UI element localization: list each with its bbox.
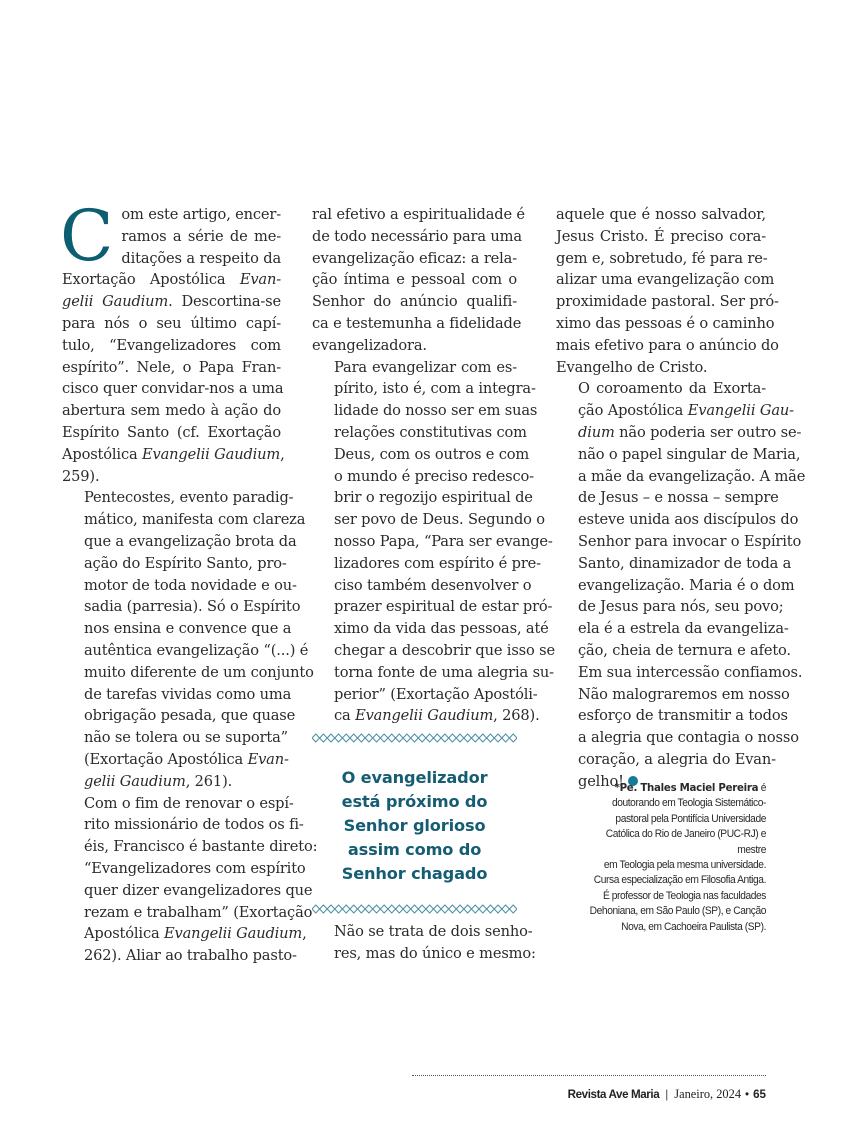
ornament-diamond [320, 734, 328, 742]
ornament-diamond [433, 734, 441, 742]
text-line: ção, cheia de ternura e afeto. [578, 641, 791, 659]
paragraph-coroamento [556, 378, 806, 792]
text-line: de todo necessário para uma [312, 227, 522, 245]
ornament-diamond [350, 734, 358, 742]
text-line: ramos a série de me- [121, 227, 281, 245]
text-line: para nós o seu último capí- [62, 314, 281, 332]
text-line: Não se trata de dois senho- [334, 922, 533, 940]
pull-quote [312, 766, 517, 886]
text-line: chegar a descobrir que isso se [334, 641, 555, 659]
bio-line: É professor de Teologia nas faculdades [602, 889, 766, 902]
ornament-diamond [380, 905, 388, 913]
text-line: mático, manifesta com clareza [84, 511, 306, 529]
bio-line: é [758, 782, 766, 794]
ornament-diamond [441, 734, 449, 742]
text-line: gelii Gaudium. Descortina-se [62, 293, 281, 311]
ornament-diamond [388, 905, 396, 913]
ornament-diamond [358, 905, 366, 913]
bio-line: Nova, em Cachoeira Paulista (SP). [621, 920, 766, 933]
ornament-diamond [426, 905, 434, 913]
text-line: ximo das pessoas é o caminho [556, 314, 775, 332]
ornament-diamond [312, 734, 320, 742]
text-line: éis, Francisco é bastante direto: [84, 838, 318, 856]
text-line: muito diferente de um conjunto [84, 663, 314, 681]
text-line: Pentecostes, evento paradig- [84, 489, 294, 507]
text-line: ciso também desenvolver o [334, 576, 532, 594]
ornament-diamond [327, 905, 335, 913]
ornament-diamond [426, 734, 434, 742]
text-line: brir o regozijo espiritual de [334, 489, 533, 507]
text-line: Para evangelizar com es- [334, 358, 517, 376]
paragraph-lines [312, 204, 525, 357]
paragraph-lines [312, 921, 536, 965]
ornament-diamond [456, 734, 464, 742]
text-line: nos ensina e convence que a [84, 620, 292, 638]
pull-quote-line: Senhor chagado [341, 863, 488, 883]
text-line: Apostólica Evangelii Gaudium, [84, 925, 307, 943]
ornament-diamond [373, 905, 381, 913]
paragraph-lines [556, 378, 806, 792]
bio-line: doutorando em Teologia Sistemático- [611, 797, 766, 810]
ornament-diamond [487, 734, 495, 742]
text-line: proximidade pastoral. Ser pró- [556, 293, 779, 311]
paragraph-lines [312, 357, 555, 728]
ornament-diamond [449, 734, 457, 742]
ornament-diamond [464, 905, 472, 913]
text-line: dium não poderia ser outro se- [578, 423, 802, 441]
ornament-diamond [403, 905, 411, 913]
ornament-divider-top [312, 733, 517, 743]
pull-quote-line: está próximo do [341, 791, 488, 811]
paragraph-intro [60, 195, 285, 487]
magazine-name: Revista Ave Maria [567, 1088, 660, 1101]
text-line: coração, a alegria do Evan- [578, 750, 776, 768]
ornament-diamond [418, 734, 426, 742]
text-line: gelho! [556, 771, 766, 793]
paragraph-pentecostes [62, 487, 314, 792]
text-line: evangelização. Maria é o dom [578, 576, 795, 594]
ornament-diamond [335, 734, 343, 742]
text-line: ditações a respeito da [121, 249, 281, 267]
ornament-diamond [411, 905, 419, 913]
paragraph-lines [62, 793, 318, 967]
text-line: quer dizer evangelizadores que [84, 881, 313, 899]
ornament-diamond [358, 734, 366, 742]
ornament-diamond [396, 734, 404, 742]
text-line: a alegria que contagia o nosso [578, 729, 799, 747]
text-line: perior” (Exortação Apostóli- [334, 685, 538, 703]
paragraph-evangelizar [312, 357, 555, 728]
text-line: ca e testemunha a fidelidade [312, 314, 522, 332]
ornament-diamond [456, 905, 464, 913]
text-line: o mundo é preciso redesco- [334, 467, 534, 485]
text-line: Com o fim de renovar o espí- [84, 794, 294, 812]
ornament-diamond [471, 734, 479, 742]
text-line: esteve unida aos discípulos do [578, 511, 799, 529]
text-line: lidade do nosso ser em suas [334, 402, 538, 420]
bio-line: Católica do Rio de Janeiro (PUC-RJ) e mestre [605, 828, 766, 856]
paragraph-senhores [312, 921, 536, 965]
text-line: rezam e trabalham” (Exortação [84, 903, 313, 921]
text-line: 262). Aliar ao trabalho pasto- [84, 947, 297, 965]
text-line: lizadores com espírito é pre- [334, 554, 541, 572]
paragraph-renovar [62, 793, 318, 967]
ornament-diamond [388, 734, 396, 742]
text-line: a mãe da evangelização. A mãe [578, 467, 806, 485]
text-line: ela é a estrela da evangeliza- [578, 620, 789, 638]
ornament-diamond [502, 905, 510, 913]
text-line: espírito”. Nele, o Papa Fran- [62, 358, 281, 376]
text-line: ção Apostólica Evangelii Gau- [578, 402, 794, 420]
paragraph-continuation [312, 204, 525, 357]
text-line: obrigação pesada, que quase [84, 707, 296, 725]
ornament-diamond [487, 905, 495, 913]
ornament-diamond [494, 734, 502, 742]
ornament-diamond [380, 734, 388, 742]
ornament-diamond [471, 905, 479, 913]
page-footer [568, 1087, 766, 1102]
text-line: Senhor para invocar o Espírito [578, 532, 802, 550]
paragraph-lines [62, 487, 314, 792]
text-line: “Evangelizadores com espírito [84, 859, 306, 877]
bio-line: Cursa especialização em Filosofia Antiga. [593, 874, 766, 887]
text-line: Santo, dinamizador de toda a [578, 554, 792, 572]
ornament-diamond [479, 905, 487, 913]
ornament-diamond [365, 905, 373, 913]
text-line: Em sua intercessão confiamos. [578, 663, 803, 681]
ornament-diamond [396, 905, 404, 913]
text-line: Senhor do anúncio qualifi- [312, 293, 517, 311]
text-line: abertura sem medo à ação do [62, 402, 281, 420]
paragraph-salvador [556, 204, 779, 378]
text-line: nosso Papa, “Para ser evange- [334, 532, 553, 550]
ornament-diamond [418, 905, 426, 913]
pull-quote-line: Senhor glorioso [343, 815, 486, 835]
bio-line: pastoral pela Pontifícia Universidade [615, 812, 766, 825]
text-line: res, mas do único e mesmo: [334, 944, 536, 962]
text-line: 259). [62, 467, 100, 485]
text-line: que a evangelização brota da [84, 532, 297, 550]
text-line: esforço de transmitir a todos [578, 707, 788, 725]
drop-cap: C [60, 195, 114, 277]
text-line: (Exortação Apostólica Evan- [84, 750, 289, 768]
page-number: 65 [753, 1088, 766, 1101]
text-line: torna fonte de uma alegria su- [334, 663, 554, 681]
author-bio [586, 780, 766, 935]
text-line: Não malograremos em nosso [578, 685, 790, 703]
ornament-diamond [312, 905, 320, 913]
text-line: cisco quer convidar-nos a uma [62, 380, 284, 398]
text-line: ca Evangelii Gaudium, 268). [334, 707, 540, 725]
pull-quote-line: O evangelizador [341, 767, 488, 787]
ornament-diamond [350, 905, 358, 913]
author-name: *Pe. Thales Maciel Pereira [614, 781, 759, 794]
text-line: ximo da vida das pessoas, até [334, 620, 549, 638]
text-line: gem e, sobretudo, fé para re- [556, 249, 768, 267]
article-column-1 [60, 195, 318, 967]
ornament-diamond [433, 905, 441, 913]
text-line: gelii Gaudium, 261). [84, 772, 233, 790]
text-line: evangelizadora. [312, 336, 427, 354]
text-line: om este artigo, encer- [121, 206, 282, 223]
text-line: ação do Espírito Santo, pro- [84, 554, 287, 572]
text-line: Evangelho de Cristo. [556, 358, 708, 376]
footer-dotted-rule [412, 1075, 766, 1076]
article-column-2 [312, 204, 555, 964]
text-line: Espírito Santo (cf. Exortação [62, 423, 281, 441]
footer-bullet: • [745, 1088, 750, 1101]
ornament-diamond [509, 905, 517, 913]
text-line: Deus, com os outros e com [334, 445, 530, 463]
ornament-diamond [479, 734, 487, 742]
ornament-diamond [464, 734, 472, 742]
ornament-diamond [365, 734, 373, 742]
text-line: relações constitutivas com [334, 423, 527, 441]
text-line: mais efetivo para o anúncio do [556, 336, 779, 354]
text-line: de tarefas vividas como uma [84, 685, 292, 703]
text-line: Apostólica Evangelii Gaudium, [62, 445, 285, 463]
text-line: Jesus Cristo. É preciso cora- [556, 227, 766, 245]
ornament-diamond [335, 905, 343, 913]
text-line: tulo, “Evangelizadores com [62, 336, 281, 354]
ornament-diamond [373, 734, 381, 742]
text-line: Exortação Apostólica Evan- [62, 271, 281, 289]
text-line: ral efetivo a espiritualidade é [312, 206, 525, 223]
text-line: aquele que é nosso salvador, [556, 206, 766, 223]
article-column-3 [556, 204, 806, 793]
ornament-diamond [449, 905, 457, 913]
ornament-diamond [509, 734, 517, 742]
ornament-diamond [320, 905, 328, 913]
bio-line: em Teologia pela mesma universidade. [603, 859, 766, 872]
text-line: O coroamento da Exorta- [578, 380, 766, 398]
ornament-diamond [327, 734, 335, 742]
ornament-diamond [441, 905, 449, 913]
pull-quote-line: assim como do [347, 839, 482, 859]
ornament-diamond [342, 905, 350, 913]
text-line: de Jesus – e nossa – sempre [578, 489, 779, 507]
paragraph-lines [556, 204, 779, 378]
bio-line: Dehoniana, em São Paulo (SP), e Canção [589, 905, 766, 918]
text-line: ser povo de Deus. Segundo o [334, 511, 545, 529]
text-line: alizar uma evangelização com [556, 271, 775, 289]
text-line: não se tolera ou se suporta” [84, 729, 288, 747]
text-line: de Jesus para nós, seu povo; [578, 598, 784, 616]
ornament-diamond [494, 905, 502, 913]
ornament-diamond [342, 734, 350, 742]
text-line: não o papel singular de Maria, [578, 445, 801, 463]
text-line: rito missionário de todos os fi- [84, 816, 304, 834]
text-line: ção íntima e pessoal com o [312, 271, 517, 289]
text-line: autêntica evangelização “(...) é [84, 641, 309, 659]
text-line: motor de toda novidade e ou- [84, 576, 297, 594]
text-line: sadia (parresia). Só o Espírito [84, 598, 301, 616]
text-line: evangelização eficaz: a rela- [312, 249, 517, 267]
ornament-diamond [411, 734, 419, 742]
text-line: prazer espiritual de estar pró- [334, 598, 553, 616]
text-line: pírito, isto é, com a integra- [334, 380, 536, 398]
ornament-diamond [502, 734, 510, 742]
ornament-divider-bottom [312, 904, 517, 914]
footer-separator: | [665, 1088, 669, 1101]
ornament-diamond [403, 734, 411, 742]
issue-date: Janeiro, 2024 [674, 1087, 742, 1101]
